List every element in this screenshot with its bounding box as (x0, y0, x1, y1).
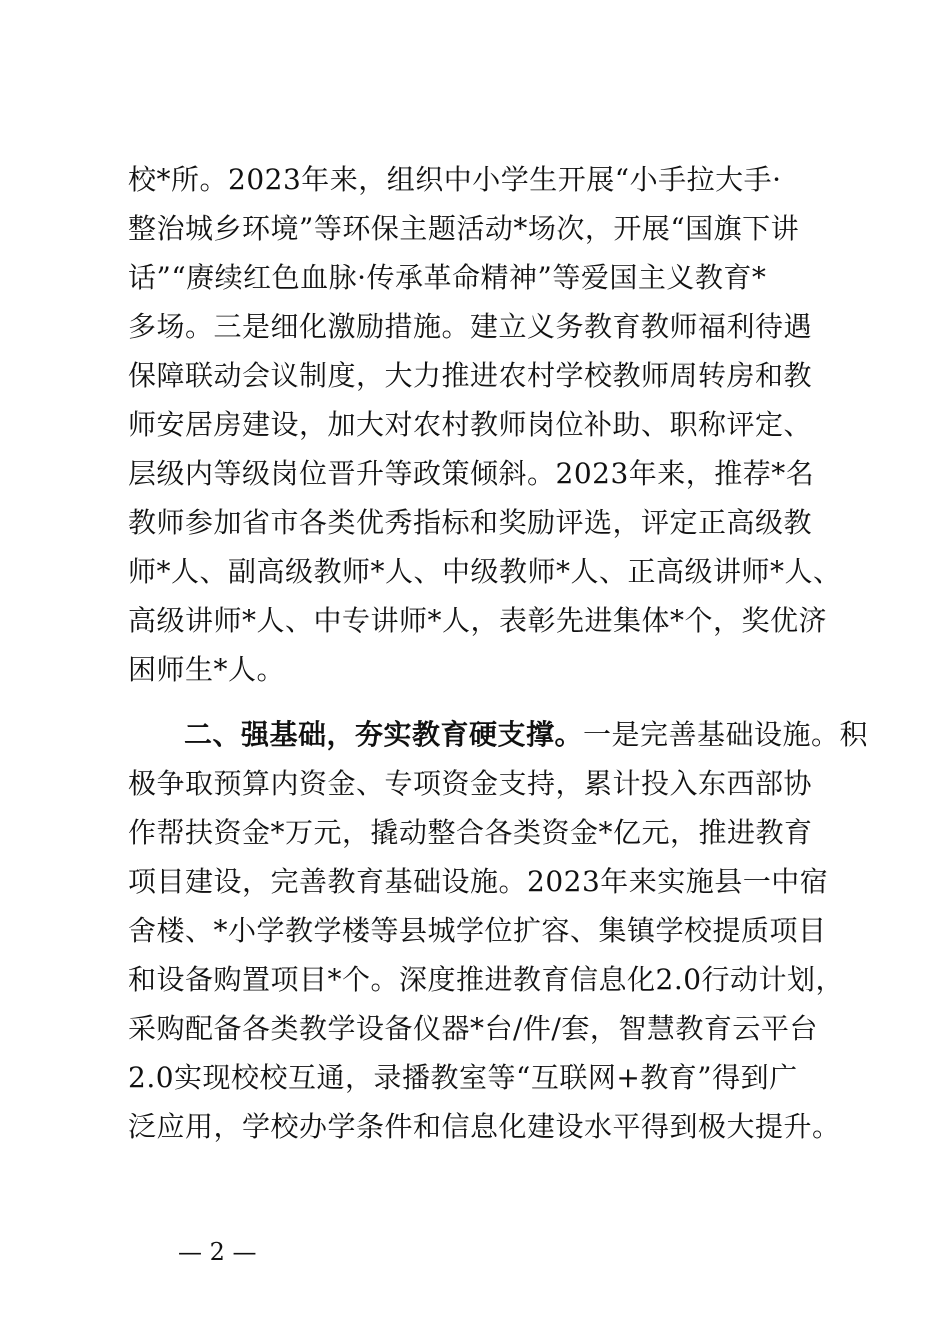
paragraph-2 (128, 710, 869, 1151)
text-line: 师安居房建设，加大对农村教师岗位补助、职称评定、 (128, 408, 813, 441)
text-line: 作帮扶资金*万元，撬动整合各类资金*亿元，推进教育 (128, 816, 813, 849)
page-number: — 2 — (178, 1238, 257, 1266)
text-line: 困师生*人。 (128, 653, 286, 686)
section-heading: 二、强基础，夯实教育硬支撑。 (184, 718, 584, 751)
paragraph-gap (128, 694, 848, 710)
text-run: 一是完善基础设施。积 (583, 718, 869, 751)
text-line: 多场。三是细化激励措施。建立义务教育教师福利待遇 (128, 310, 813, 343)
text-line: 保障联动会议制度，大力推进农村学校教师周转房和教 (128, 359, 813, 392)
text-line-first (128, 710, 869, 759)
text-line: 校*所。2023年来，组织中小学生开展“小手拉大手· (128, 163, 782, 196)
paragraph-1 (128, 155, 848, 694)
text-line: 师*人、副高级教师*人、中级教师*人、正高级讲师*人、 (128, 555, 842, 588)
text-line: 整治城乡环境”等环保主题活动*场次，开展“国旗下讲 (128, 212, 800, 245)
text-line: 和设备购置项目*个。深度推进教育信息化2.0行动计划， (128, 963, 845, 996)
text-line: 2.0实现校校互通，录播教室等“互联网+教育”得到广 (128, 1061, 798, 1094)
text-line: 高级讲师*人、中专讲师*人，表彰先进集体*个，奖优济 (128, 604, 828, 637)
text-line: 项目建设，完善教育基础设施。2023年来实施县一中宿 (128, 865, 829, 898)
text-line: 极争取预算内资金、专项资金支持，累计投入东西部协 (128, 767, 813, 800)
text-line: 舍楼、*小学教学楼等县城学位扩容、集镇学校提质项目 (128, 914, 827, 947)
text-line: 话”“赓续红色血脉·传承革命精神”等爱国主义教育* (128, 261, 767, 294)
text-line: 采购配备各类教学设备仪器*台/件/套，智慧教育云平台 (128, 1012, 818, 1045)
text-line: 泛应用，学校办学条件和信息化建设水平得到极大提升。 (128, 1110, 841, 1143)
text-line: 教师参加省市各类优秀指标和奖励评选，评定正高级教 (128, 506, 813, 539)
document-body (128, 155, 869, 1151)
text-line: 层级内等级岗位晋升等政策倾斜。2023年来，推荐*名 (128, 457, 815, 490)
